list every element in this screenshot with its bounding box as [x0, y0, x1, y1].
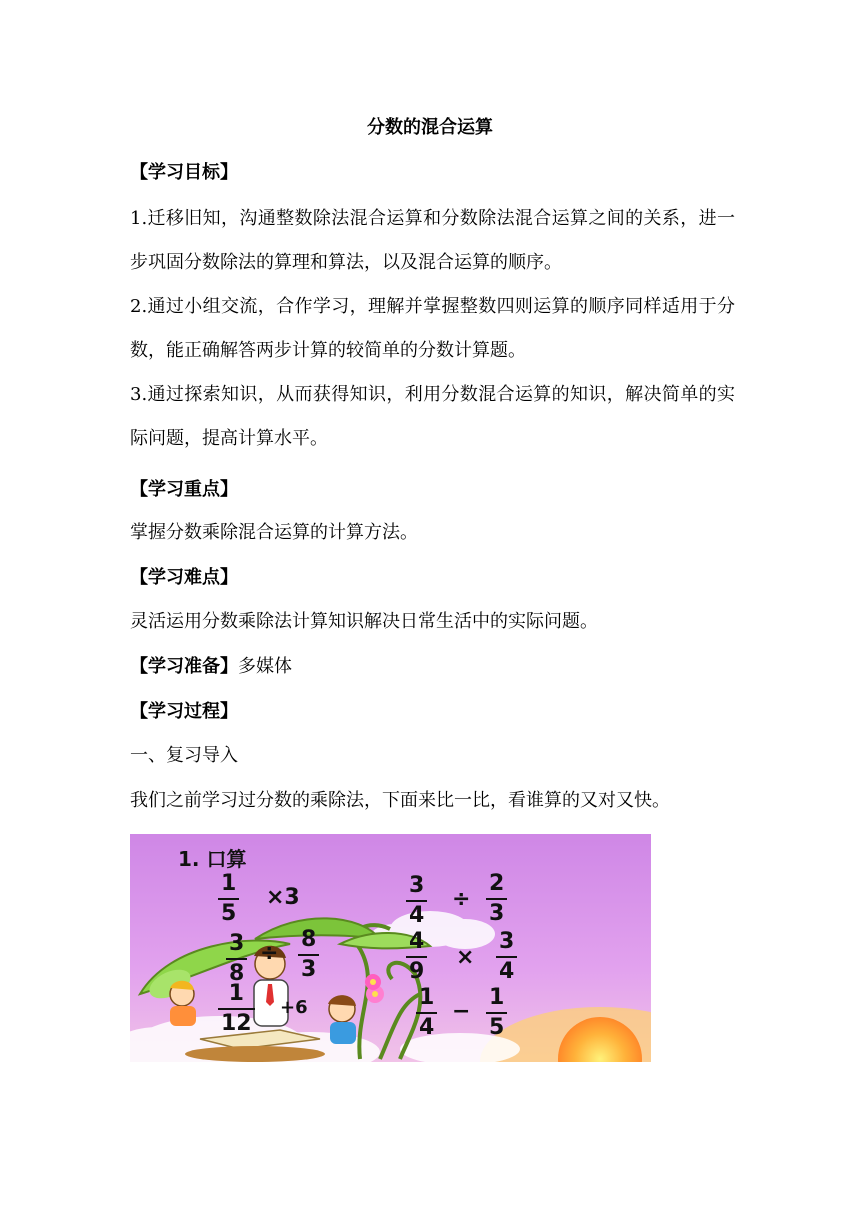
exercise-2-numerator-a: 3: [409, 873, 425, 898]
exercise-4-denominator-a: 9: [409, 959, 425, 984]
key-point-heading: 【学习重点】: [130, 479, 238, 500]
exercise-2-fraction-b: [486, 872, 507, 926]
exercise-3-fraction-b: [298, 928, 319, 982]
document-title: 分数的混合运算: [367, 117, 493, 138]
objective-3: 3.通过探索知识，从而获得知识，利用分数混合运算的知识，解决简单的实际问题，提高计算水平。: [130, 384, 735, 449]
fraction-bar: [226, 958, 247, 960]
preparation-line: [130, 653, 292, 681]
exercise-2-numerator-b: 2: [489, 871, 505, 896]
objective-2: 2.通过小组交流，合作学习，理解并掌握整数四则运算的顺序同样适用于分数，能正确解答两步计算的较简单的分数计算题。: [130, 296, 735, 361]
exercise-6-denominator-b: 5: [489, 1015, 505, 1040]
exercise-3-numerator-a: 3: [229, 931, 245, 956]
exercise-5-numerator: 1: [228, 981, 244, 1006]
fraction-bar: [406, 956, 427, 958]
exercise-4-numerator-b: 3: [499, 929, 515, 954]
preparation-text: 多媒体: [238, 656, 292, 677]
exercise-4-fraction-a: [406, 930, 427, 984]
fraction-bar: [298, 954, 319, 956]
exercise-1-numerator: 1: [221, 871, 237, 896]
exercise-6-numerator-a: 1: [419, 985, 435, 1010]
exercise-3-fraction-a: [226, 932, 247, 986]
intro-text: 我们之前学习过分数的乘除法，下面来比一比，看谁算的又对又快。: [130, 790, 670, 811]
fraction-bar: [218, 898, 239, 900]
exercise-4-operator: ×: [456, 945, 475, 970]
exercise-6-fraction-a: [416, 986, 437, 1040]
fraction-bar: [406, 900, 427, 902]
exercise-6-denominator-a: 4: [419, 1015, 435, 1040]
objectives-heading: 【学习目标】: [130, 162, 238, 183]
mental-math-label: 1. 口算: [178, 847, 247, 871]
key-point-text: 掌握分数乘除混合运算的计算方法。: [130, 522, 418, 543]
exercise-3-denominator-b: 3: [301, 957, 317, 982]
exercise-2-denominator-b: 3: [489, 901, 505, 926]
fraction-bar: [218, 1008, 255, 1010]
exercise-3-numerator-b: 8: [301, 927, 317, 952]
mental-math-illustration: [130, 834, 651, 1062]
exercise-1-fraction-a: [218, 872, 239, 926]
fraction-bar: [486, 1012, 507, 1014]
exercise-3-denominator-a: 8: [229, 961, 245, 986]
exercise-6-fraction-b: [486, 986, 507, 1040]
exercise-5-operator: +6: [280, 997, 308, 1018]
process-heading: 【学习过程】: [130, 701, 238, 722]
preparation-heading: 【学习准备】: [130, 656, 238, 677]
fraction-bar: [486, 898, 507, 900]
exercise-4-denominator-b: 4: [499, 959, 515, 984]
exercise-4-numerator-a: 4: [409, 929, 425, 954]
exercise-1-denominator: 5: [221, 901, 237, 926]
exercise-6-operator: −: [452, 999, 471, 1024]
exercise-1-operator: ×3: [266, 885, 300, 910]
exercise-3-operator: ÷: [260, 941, 279, 966]
exercise-2-operator: ÷: [452, 887, 471, 912]
objective-1: 1.迁移旧知，沟通整数除法混合运算和分数除法混合运算之间的关系，进一步巩固分数除法的算理和算法，以及混合运算的顺序。: [130, 208, 735, 273]
fraction-bar: [496, 956, 517, 958]
fraction-bar: [416, 1012, 437, 1014]
difficulty-heading: 【学习难点】: [130, 567, 238, 588]
exercise-2-fraction-a: [406, 874, 427, 928]
exercise-5-fraction-a: [218, 982, 255, 1036]
exercise-5-denominator: 12: [221, 1011, 252, 1036]
exercise-4-fraction-b: [496, 930, 517, 984]
step-1-title: 一、复习导入: [130, 745, 238, 766]
exercise-2-denominator-a: 4: [409, 903, 425, 928]
difficulty-text: 灵活运用分数乘除法计算知识解决日常生活中的实际问题。: [130, 611, 598, 632]
exercise-6-numerator-b: 1: [489, 985, 505, 1010]
